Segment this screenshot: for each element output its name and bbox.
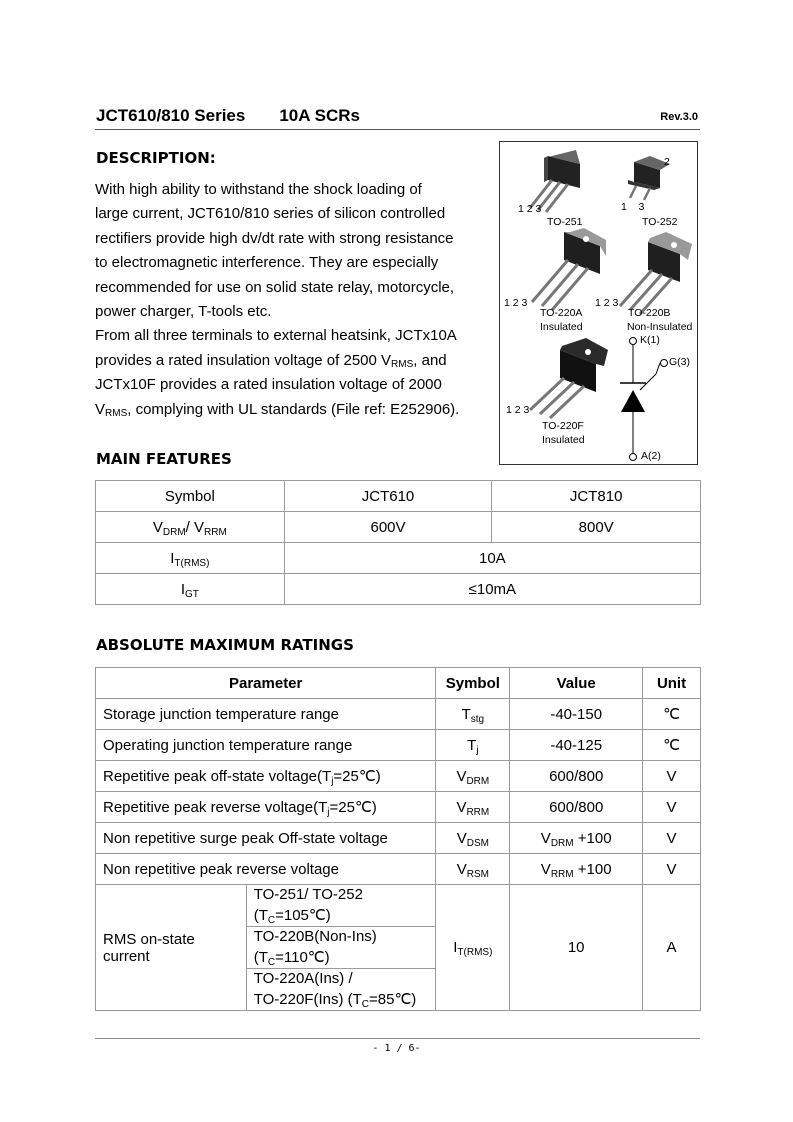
symbol-cell: $T_j$ — [436, 730, 510, 761]
table-header-cell: Symbol — [96, 481, 285, 512]
to220f-sub-label: Insulated — [542, 434, 585, 446]
to220b-label: TO-220B — [628, 307, 671, 319]
table-row — [96, 761, 701, 792]
table-row — [96, 885, 701, 927]
parameter-cell: Non repetitive peak reverse voltage — [96, 854, 436, 885]
desc-line: power charger, T-tools etc. — [95, 303, 272, 321]
value-cell: 10 — [510, 885, 643, 1011]
to252-pin2-number: 2 — [664, 156, 670, 168]
table-row — [96, 574, 701, 605]
to252-label: TO-252 — [642, 216, 678, 228]
footer-rule — [95, 1038, 700, 1039]
table-row — [96, 854, 701, 885]
value-cell: ≤10mA — [284, 574, 700, 605]
symbol-cell: $V_{DSM}$ — [436, 823, 510, 854]
main-features-table — [95, 480, 701, 605]
desc-line: recommended for use on solid state relay, motorcycle, — [95, 278, 455, 296]
anode-label: A(2) — [641, 450, 661, 462]
table-header-cell: Symbol — [436, 668, 510, 699]
unit-cell: ℃ — [643, 730, 701, 761]
value-cell: 10A — [284, 543, 700, 574]
unit-cell: V — [643, 823, 701, 854]
parameter-cell: RMS on-state current — [96, 885, 247, 1011]
table-row — [96, 699, 701, 730]
value-cell: 600V — [284, 512, 492, 543]
value-cell: $V_{DRM} +100$ — [510, 823, 643, 854]
table-row — [96, 730, 701, 761]
unit-cell: A — [643, 885, 701, 1011]
condition-cell: TO-220B(Non-Ins) $(T_C=110℃)$ — [246, 927, 436, 969]
desc-line: $V_{RMS}$, complying with UL standards (File ref: E252906). — [95, 400, 460, 419]
to220a-pin-numbers: 1 2 3 — [504, 297, 528, 309]
to220b-package-drawing — [620, 232, 692, 314]
to220f-pin-numbers: 1 2 3 — [506, 404, 530, 416]
desc-line: to electromagnetic interference. They are especially — [95, 254, 439, 272]
to251-label: TO-251 — [547, 216, 583, 228]
to220b-sub-label: Non-Insulated — [627, 321, 693, 333]
table-header-cell: JCT610 — [284, 481, 492, 512]
desc-line: With high ability to withstand the shock loading of — [95, 181, 422, 198]
table-header-cell: Value — [510, 668, 643, 699]
series-name: JCT610/810 Series — [96, 106, 246, 125]
symbol-cell: $I_{GT}$ — [96, 574, 285, 605]
symbol-cell: $T_{stg}$ — [436, 699, 510, 730]
unit-cell: V — [643, 761, 701, 792]
table-header-cell: Parameter — [96, 668, 436, 699]
header-rule — [95, 129, 700, 130]
to251-pin-numbers: 1 2 3 — [518, 203, 542, 215]
table-header-cell: JCT810 — [492, 481, 701, 512]
to220a-label: TO-220A — [540, 307, 583, 319]
value-cell: 600/800 — [510, 792, 643, 823]
value-cell: $V_{RRM} +100$ — [510, 854, 643, 885]
to220f-package-drawing — [530, 338, 608, 418]
symbol-cell: $V_{DRM}$ — [436, 761, 510, 792]
absolute-max-ratings-table — [95, 667, 701, 1011]
unit-cell: V — [643, 854, 701, 885]
symbol-cell: $V_{RSM}$ — [436, 854, 510, 885]
table-row — [96, 792, 701, 823]
table-header-row — [96, 668, 701, 699]
table-row — [96, 543, 701, 574]
symbol-cell: $I_{T(RMS)}$ — [96, 543, 285, 574]
unit-cell: V — [643, 792, 701, 823]
desc-line: large current, JCT610/810 series of silicon controlled — [95, 205, 446, 223]
desc-line: From all three terminals to external heatsink, JCTx10A — [95, 327, 457, 345]
to220b-pin-numbers: 1 2 3 — [595, 297, 619, 309]
parameter-cell: Repetitive peak reverse $voltage(T_j=25℃)$ — [96, 792, 436, 823]
value-cell: 600/800 — [510, 761, 643, 792]
value-cell: -40-150 — [510, 699, 643, 730]
condition-cell: TO-251/ TO-252 $(T_C=105℃)$ — [246, 885, 436, 927]
document-title — [96, 106, 360, 126]
table-row — [96, 823, 701, 854]
symbol-cell: $V_{DRM}/$ $V_{RRM}$ — [96, 512, 285, 543]
desc-line: rectifiers provide high dv/dt rate with strong resistance — [95, 229, 454, 247]
parameter-cell: Storage junction temperature range — [96, 699, 436, 730]
scr-schematic-symbol — [620, 338, 668, 461]
cathode-label: K(1) — [640, 334, 660, 346]
revision-label: Rev.3.0 — [660, 111, 698, 123]
symbol-cell: $I_{T(RMS)}$ — [436, 885, 510, 1011]
desc-line: provides a rated insulation voltage of 2500 $V_{RMS}$, and — [95, 351, 447, 370]
gate-label: G(3) — [669, 356, 690, 368]
condition-cell: TO-220A(Ins) / TO-220F(Ins) $(T_C=85℃)$ — [246, 969, 436, 1011]
product-name: 10A SCRs — [279, 106, 360, 125]
value-cell: 800V — [492, 512, 701, 543]
amr-heading: ABSOLUTE MAXIMUM RATINGS — [96, 636, 354, 654]
to252-pin-numbers: 1 3 — [621, 201, 645, 213]
package-figure-box — [499, 141, 698, 465]
to220a-sub-label: Insulated — [540, 321, 583, 333]
parameter-cell: Repetitive peak off-state $voltage(T_j=25℃)$ — [96, 761, 436, 792]
value-cell: -40-125 — [510, 730, 643, 761]
unit-cell: ℃ — [643, 699, 701, 730]
to220f-label: TO-220F — [542, 420, 584, 432]
description-heading: DESCRIPTION: — [96, 149, 216, 167]
table-header-row — [96, 481, 701, 512]
main-features-heading: MAIN FEATURES — [96, 450, 232, 468]
table-row — [96, 512, 701, 543]
desc-line: JCTx10F provides a rated insulation voltage of 2000 — [95, 376, 442, 394]
description-text — [95, 178, 495, 422]
page-number: - 1 / 6- — [372, 1043, 421, 1054]
parameter-cell: Non repetitive surge peak Off-state voltage — [96, 823, 436, 854]
table-header-cell: Unit — [643, 668, 701, 699]
symbol-cell: $V_{RRM}$ — [436, 792, 510, 823]
parameter-cell: Operating junction temperature range — [96, 730, 436, 761]
